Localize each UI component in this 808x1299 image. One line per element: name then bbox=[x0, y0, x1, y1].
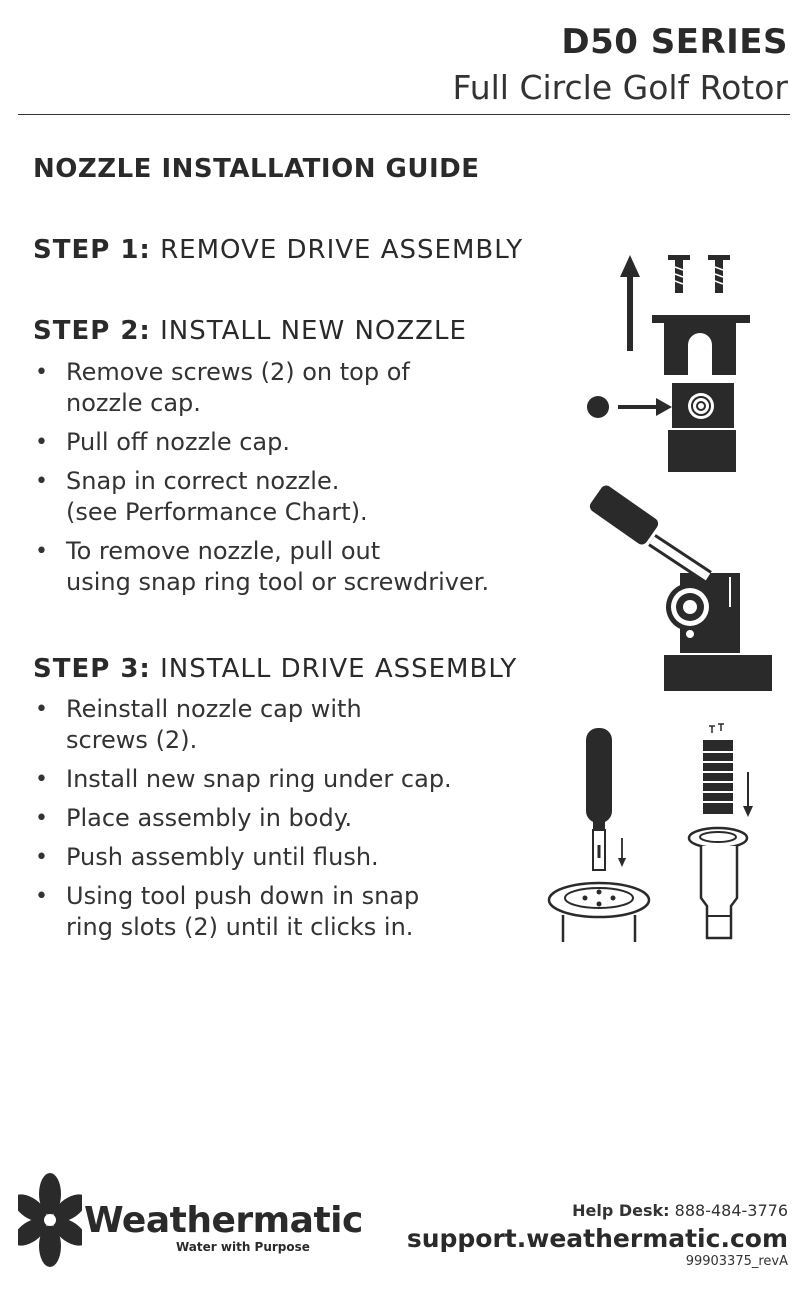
step-1-heading bbox=[33, 235, 523, 265]
list-item: • Pull off nozzle cap. bbox=[33, 427, 553, 458]
step-2-heading bbox=[33, 316, 467, 346]
weathermatic-flower-logo-icon bbox=[18, 1172, 82, 1268]
series-title: D50 SERIES bbox=[561, 22, 788, 62]
list-item: • Reinstall nozzle cap with screws (2). bbox=[33, 694, 553, 756]
brand-tagline: Water with Purpose bbox=[176, 1240, 310, 1254]
step-1-label: STEP 1: bbox=[33, 235, 151, 265]
step-3-label: STEP 3: bbox=[33, 654, 151, 684]
list-item: • Install new snap ring under cap. bbox=[33, 764, 553, 795]
list-item: • To remove nozzle, pull out using snap ring tool or screwdriver. bbox=[33, 536, 553, 598]
step-2-label: STEP 2: bbox=[33, 316, 151, 346]
document-code: 99903375_revA bbox=[685, 1254, 788, 1269]
step-3-bullet-list bbox=[33, 694, 553, 951]
list-item: • Snap in correct nozzle. (see Performance Chart). bbox=[33, 466, 553, 528]
help-desk-phone: 888-484-3776 bbox=[674, 1201, 788, 1220]
header-divider bbox=[18, 114, 790, 115]
brand-logo-wordmark: Weathermatic bbox=[84, 1200, 363, 1241]
step-2-title: INSTALL NEW NOZZLE bbox=[160, 316, 467, 346]
snap-ring-tool-icon bbox=[580, 485, 775, 695]
nozzle-cap-exploded-icon bbox=[580, 245, 760, 480]
guide-title: NOZZLE INSTALLATION GUIDE bbox=[33, 154, 480, 184]
list-item: • Place assembly in body. bbox=[33, 803, 553, 834]
list-item: • Push assembly until flush. bbox=[33, 842, 553, 873]
support-url: support.weathermatic.com bbox=[406, 1224, 788, 1253]
step-2-bullet-list bbox=[33, 357, 553, 606]
product-name: Full Circle Golf Rotor bbox=[452, 68, 788, 107]
step-3-title: INSTALL DRIVE ASSEMBLY bbox=[160, 654, 518, 684]
list-item: • Using tool push down in snap ring slots (2) until it clicks in. bbox=[33, 881, 553, 943]
drive-assembly-install-icon bbox=[545, 720, 760, 948]
step-1-title: REMOVE DRIVE ASSEMBLY bbox=[160, 235, 524, 265]
help-desk-label: Help Desk: bbox=[572, 1201, 670, 1220]
list-item: • Remove screws (2) on top of nozzle cap. bbox=[33, 357, 553, 419]
step-3-heading bbox=[33, 654, 517, 684]
help-desk-line bbox=[572, 1201, 788, 1220]
